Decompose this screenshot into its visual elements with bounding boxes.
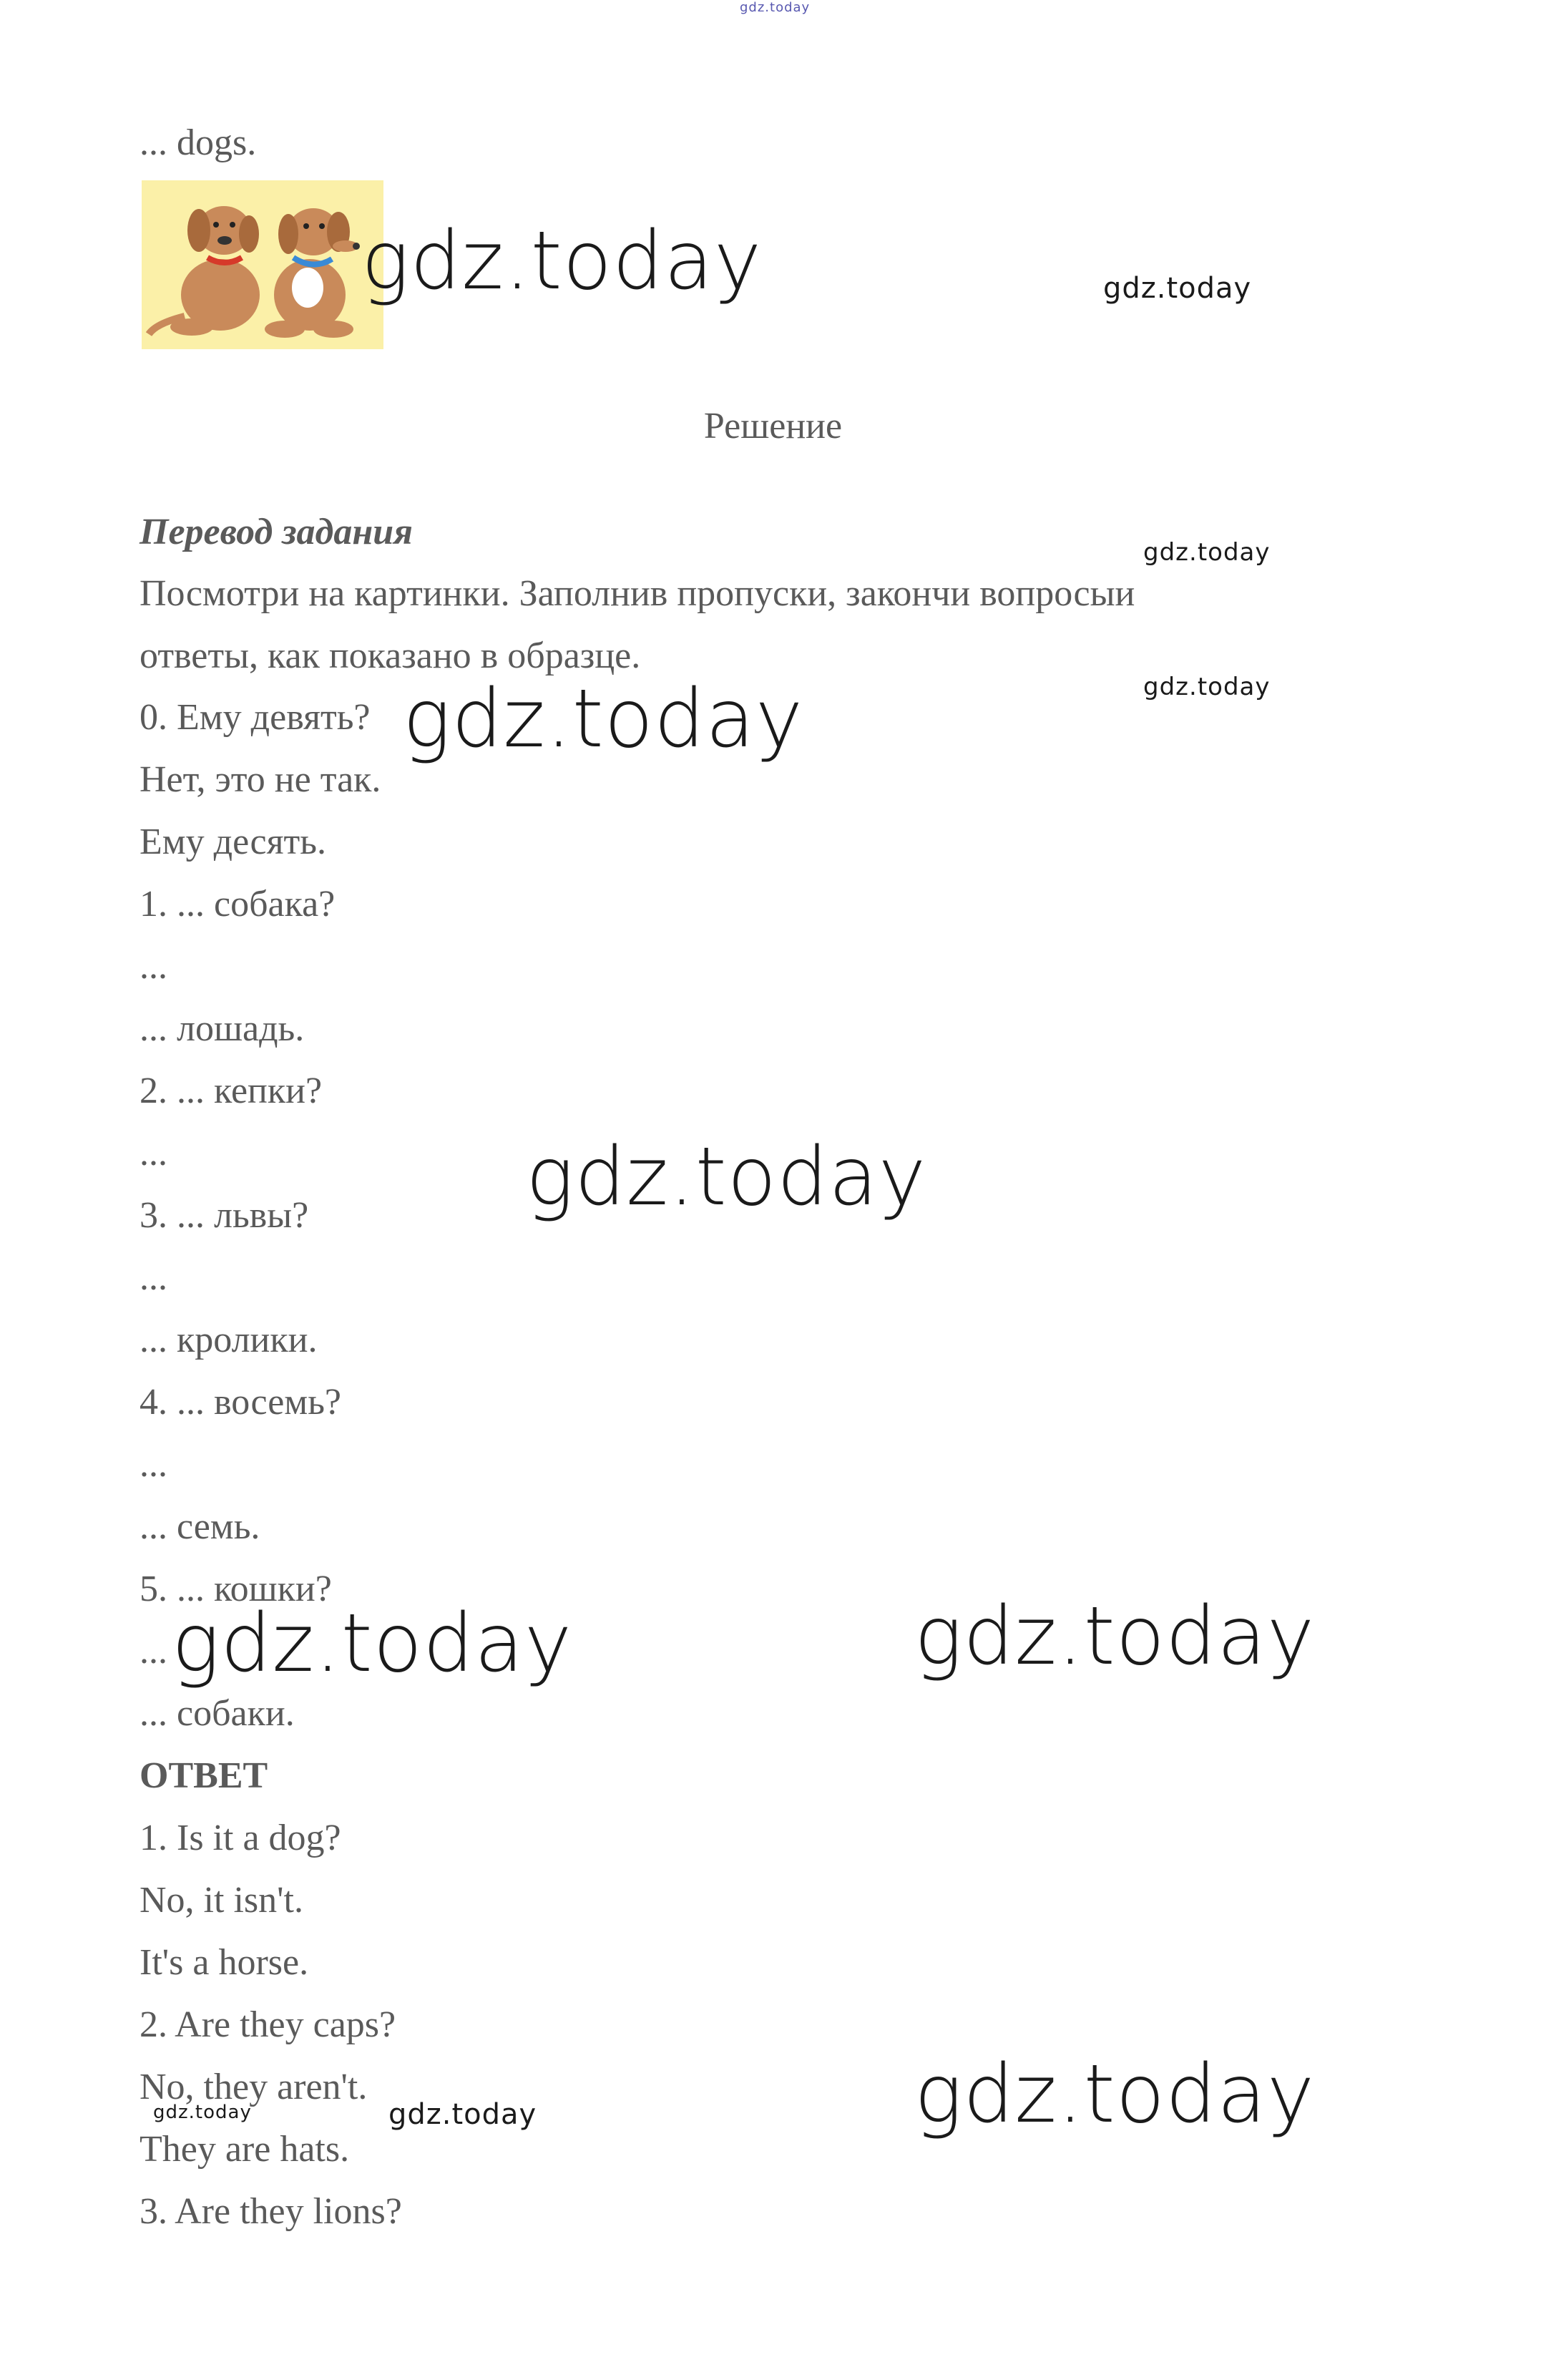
translation-line: ...: [140, 1444, 167, 1485]
translation-line: ...: [140, 1133, 167, 1174]
watermark-2: gdz.today: [1103, 272, 1252, 305]
translation-line: ...: [140, 1257, 167, 1298]
translation-line: ...: [140, 1631, 167, 1672]
answer-heading: ОТВЕТ: [140, 1755, 268, 1796]
watermark-4: gdz.today: [1143, 673, 1271, 701]
answer-line: 1. Is it a dog?: [140, 1818, 341, 1858]
translation-line: ... собаки.: [140, 1693, 295, 1734]
watermark-11: gdz.today: [388, 2098, 537, 2131]
translation-line: 3. ... львы?: [140, 1195, 309, 1236]
watermark-7: gdz.today: [172, 1597, 573, 1690]
answer-line: No, they aren't.: [140, 2067, 368, 2107]
translation-heading: Перевод задания: [140, 512, 413, 552]
watermark-3: gdz.today: [1143, 538, 1271, 567]
translation-line: 4. ... восемь?: [140, 1382, 341, 1423]
watermark-1: gdz.today: [361, 215, 763, 308]
solution-heading: Решение: [703, 406, 843, 447]
watermark-6: gdz.today: [526, 1131, 927, 1224]
translation-line: ... семь.: [140, 1506, 260, 1547]
translation-line: 2. ... кепки?: [140, 1070, 323, 1111]
watermark-8: gdz.today: [914, 1590, 1316, 1683]
dogs-picture: [142, 180, 383, 349]
translation-line: 0. Ему девять?: [140, 697, 371, 738]
watermark-top: gdz.today: [740, 0, 811, 15]
translation-line: ... лошадь.: [140, 1008, 305, 1049]
answer-line: They are hats.: [140, 2129, 350, 2170]
translation-line: ... кролики.: [140, 1320, 318, 1360]
watermark-9: gdz.today: [914, 2048, 1316, 2141]
instruction-line-1: Посмотри на картинки. Заполнив пропуски, закончи вопросыи: [140, 573, 1135, 614]
dogs-illustration-icon: [142, 180, 383, 349]
watermark-10: gdz.today: [153, 2102, 252, 2123]
answer-line: 3. Are they lions?: [140, 2191, 402, 2232]
answer-line: It's a horse.: [140, 1942, 309, 1983]
translation-line: 5. ... кошки?: [140, 1569, 332, 1609]
translation-line: 1. ... собака?: [140, 884, 336, 925]
translation-line: Нет, это не так.: [140, 759, 381, 800]
answer-line: 2. Are they caps?: [140, 2004, 396, 2045]
watermark-5: gdz.today: [403, 673, 804, 766]
instruction-line-2: ответы, как показано в образце.: [140, 635, 641, 676]
answer-line: No, it isn't.: [140, 1880, 303, 1921]
translation-line: ...: [140, 946, 167, 987]
prev-fragment: ... dogs.: [140, 122, 257, 163]
translation-line: Ему десять.: [140, 821, 326, 862]
